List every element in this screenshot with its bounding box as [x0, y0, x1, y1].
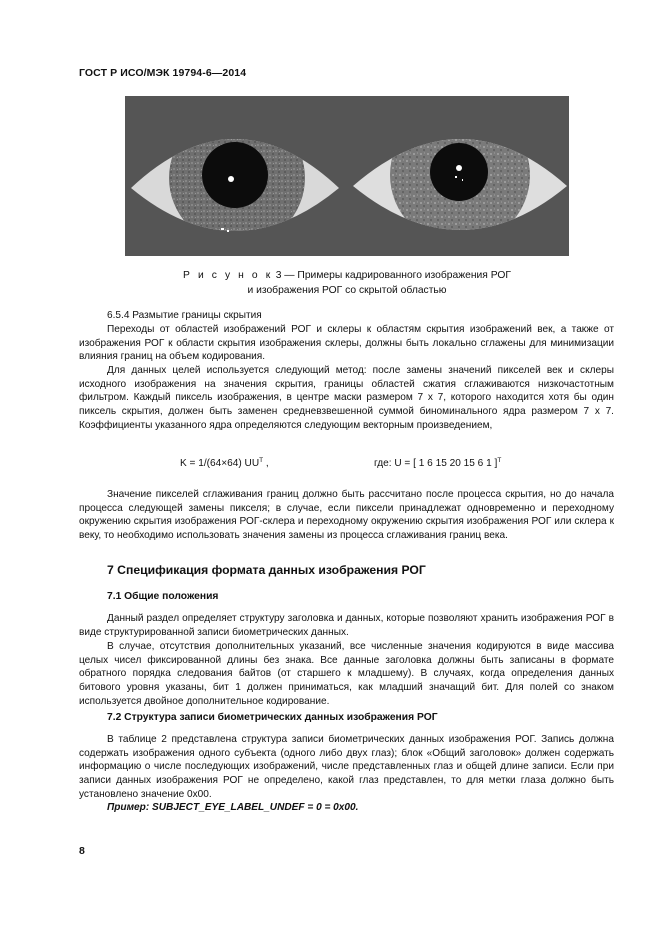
iris-figure — [125, 96, 569, 256]
paragraph-6-5-4-2: Для данных целей используется следующий метод: после замены значений пикселей век и склеры исходного изображения на значения скрытия, границы областей сжатия сглаживаются низкочастотным фильтром. Каждый пиксель изображения, в центре маски размером 7 x 7, которого находится хотя бы один пиксель скрытия, должен быть заменен средневзвешенной суммой биноминального ядра размером 7 x 7. Коэффициенты указанного ядра определяются следующим векторным произведением, — [79, 365, 614, 431]
highlight-right — [456, 165, 462, 171]
pupil-left — [202, 142, 268, 208]
document-header: ГОСТ Р ИСО/МЭК 19794-6—2014 — [79, 67, 247, 79]
example-line: Пример: SUBJECT_EYE_LABEL_UNDEF = 0 = 0x00. — [107, 802, 359, 813]
formula-k — [180, 457, 269, 469]
formula-u-sup: T — [497, 457, 502, 464]
formula-u-text: где: U = [ 1 6 15 20 15 6 1 ] — [374, 458, 498, 469]
pupil-right — [430, 143, 488, 201]
subsection-7-1-title: 7.1 Общие положения — [107, 591, 219, 602]
figure-caption-line1 — [125, 268, 569, 283]
highlight-left — [228, 176, 234, 182]
paragraph-7-1-2: В случае, отсутствия дополнительных указаний, все численные значения кодируются в виде массива целых чисел фиксированной длины без знака. Все данные заголовка должны быть записаны в формате обратного порядка следования байтов (от старшего к младшему). В случаях, когда определения данных битового уровня указаны, бит 1 должен приниматься, как младший значащий бит. Для полей со знаком используется двойное дополнительное кодирование. — [79, 641, 614, 707]
paragraph-6-5-4-3: Значение пикселей сглаживания границ должно быть рассчитано после процесса скрытия, но до начала процесса следующей замены пикселя; в случае, если пиксели принадлежат одновременно и переходному окружению скрытия изображения РОГ-склера и переходному окружению скрытия изображения РОГ или склера к веку, то необходимо использовать значения замены из процесса сглаживания границ века. — [79, 489, 614, 542]
paragraph-7-1-1: Данный раздел определяет структуру заголовка и данных, которые позволяют хранить изображения РОГ в виде структурированной записи биометрических данных. — [79, 613, 614, 638]
paragraph-7-2-1: В таблице 2 представлена структура записи биометрических данных изображения РОГ. Запись должна содержать изображения одного субъекта (одного либо двух глаз); блок «Общий заголовок» должен содержать информацию о числе последующих изображений, числе представленных глаз и общей длине записи. Если при записи данных изображения РОГ не определено, какой глаз представлен, то для метки глаза должно быть установлено значение 0x00. — [79, 734, 614, 800]
paragraph-6-5-4-1: Переходы от областей изображений РОГ и склеры к областям скрытия изображений век, а также от изображения РОГ к области скрытия изображения склеры, должны быть локально сглажены для минимизации влияния границ на объем кодирования. — [79, 324, 614, 363]
formula-k-sup: T — [259, 457, 264, 464]
formula-u — [374, 457, 501, 469]
subsection-7-2-title: 7.2 Структура записи биометрических данных изображения РОГ — [107, 712, 438, 723]
formula-k-text: K = 1/(64×64) UU — [180, 458, 260, 469]
section-7-title: 7 Спецификация формата данных изображения РОГ — [107, 563, 426, 577]
formula-k-tail: , — [263, 458, 269, 469]
page-number: 8 — [79, 845, 85, 857]
subsection-6-5-4-title: 6.5.4 Размытие границы скрытия — [107, 310, 262, 321]
figure-label: Р и с у н о к — [183, 270, 273, 281]
figure-caption-line2: и изображения РОГ со скрытой областью — [247, 285, 447, 296]
figure-caption-text: 3 — Примеры кадрированного изображения РОГ — [272, 270, 511, 281]
